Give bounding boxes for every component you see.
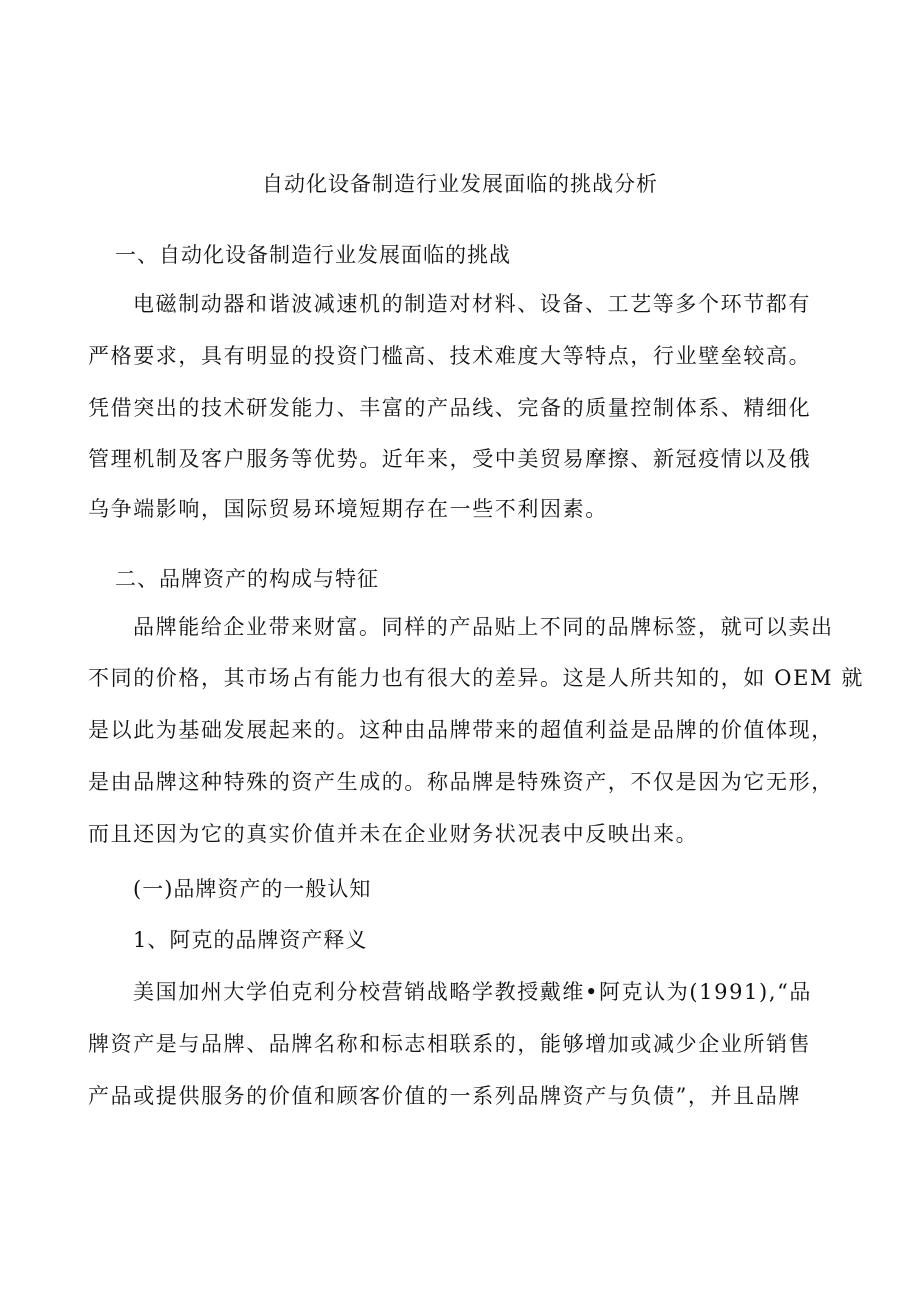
paragraph-line: 品牌能给企业带来财富。同样的产品贴上不同的品牌标签，就可以卖出 <box>133 615 834 639</box>
paragraph-line: 是由品牌这种特殊的资产生成的。称品牌是特殊资产，不仅是因为它无形， <box>88 770 834 794</box>
paragraph-line: 美国加州大学伯克利分校营销战略学教授戴维•阿克认为(1991),“品 <box>133 980 813 1004</box>
section-heading-1: 一、自动化设备制造行业发展面临的挑战 <box>115 243 511 267</box>
paragraph-line: 是以此为基础发展起来的。这种由品牌带来的超值利益是品牌的价值体现， <box>88 718 834 742</box>
paragraph-line: 牌资产是与品牌、品牌名称和标志相联系的，能够增加或减少企业所销售 <box>88 1032 812 1056</box>
paragraph-line: 产品或提供服务的价值和顾客价值的一系列品牌资产与负债”，并且品牌 <box>88 1084 801 1108</box>
paragraph-line: 而且还因为它的真实价值并未在企业财务状况表中反映出来。 <box>88 822 699 846</box>
paragraph-line: 电磁制动器和谐波减速机的制造对材料、设备、工艺等多个环节都有 <box>133 292 811 316</box>
paragraph-line: 乌争端影响，国际贸易环境短期存在一些不利因素。 <box>88 497 608 521</box>
paragraph-line: 不同的价格，其市场占有能力也有很大的差异。这是人所共知的，如 OEM 就 <box>88 666 864 690</box>
subsubheading: 1、阿克的品牌资产释义 <box>133 928 368 952</box>
paragraph-line: 严格要求，具有明显的投资门槛高、技术难度大等特点，行业壁垒较高。 <box>88 344 812 368</box>
section-heading-2: 二、品牌资产的构成与特征 <box>115 567 379 591</box>
paragraph-line: 凭借突出的技术研发能力、丰富的产品线、完备的质量控制体系、精细化 <box>88 396 812 420</box>
subheading: (一)品牌资产的一般认知 <box>133 877 372 901</box>
document-title: 自动化设备制造行业发展面临的挑战分析 <box>262 172 658 196</box>
paragraph-line: 管理机制及客户服务等优势。近年来，受中美贸易摩擦、新冠疫情以及俄 <box>88 447 812 471</box>
